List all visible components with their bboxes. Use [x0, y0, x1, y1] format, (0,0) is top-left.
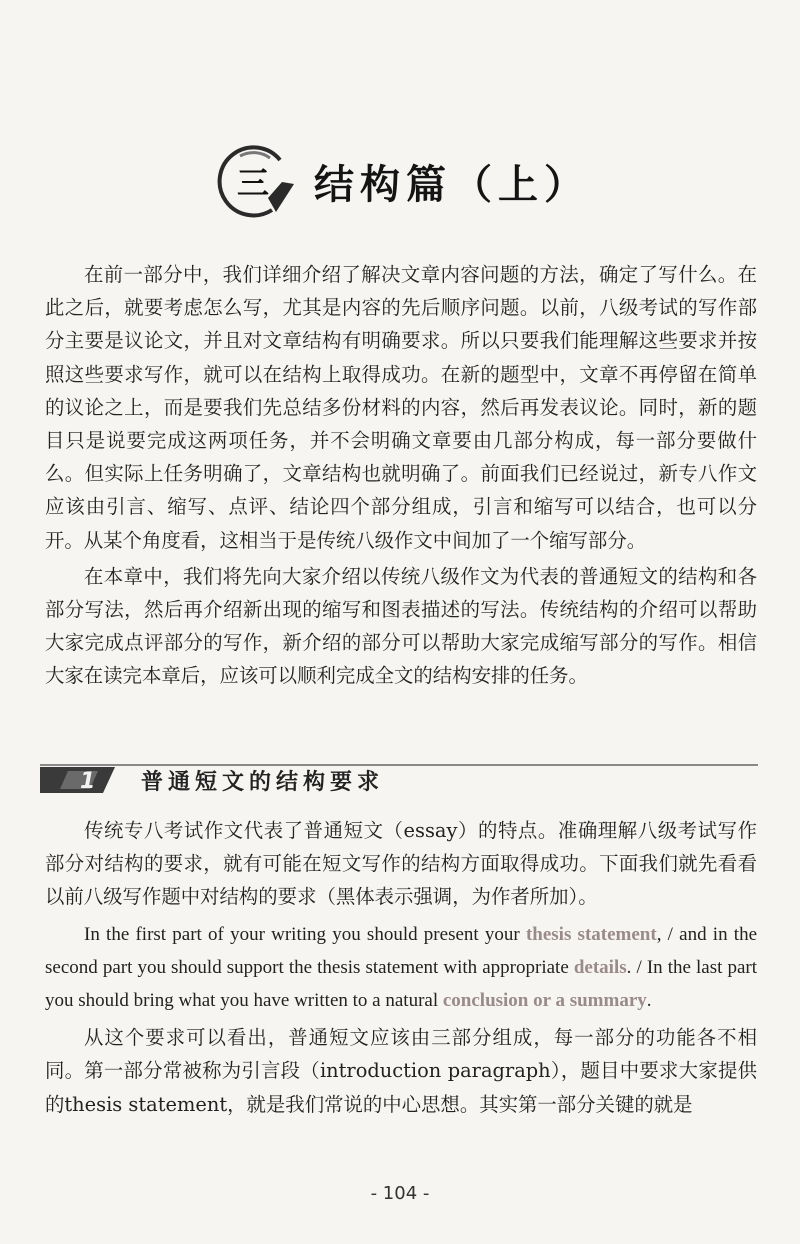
intro-paragraph: 在前一部分中，我们详细介绍了解决文章内容问题的方法，确定了写什么。在此之后，就要考虑怎么写，尤其是内容的先后顺序问题。以前，八级考试的写作部分主要是议论文，并且对文章结构有明确要求。所以只要我们能理解这些要求并按照这些要求写作，就可以在结构上取得成功。在新的题型中，文章不再停留在简单的议论之上，而是要我们先总结多份材料的内容，然后再发表议论。同时，新的题目只是说要完成这两项任务，并不会明确文章要由几部分构成，每一部分要做什么。但实际上任务明确了，文章结构也就明确了。前面我们已经说过，新专八作文应该由引言、缩写、点评、结论四个部分组成，引言和缩写可以结合，也可以分开。从某个角度看，这相当于是传统八级作文中间加了一个缩写部分。 — [45, 263, 757, 552]
quote-text: . — [646, 990, 652, 1012]
section-paragraph: 传统专八考试作文代表了普通短文（essay）的特点。准确理解八级考试写作部分对结构的要求，就有可能在短文写作的结构方面取得成功。下面我们就先看看以前八级写作题中对结构的要求（黑体表示强调，为作者所加）。 — [45, 819, 757, 909]
chapter-heading — [0, 138, 800, 224]
quote-text: In the first part of your writing you should present your — [84, 923, 526, 945]
intro-text — [45, 258, 757, 693]
intro-paragraph: 在本章中，我们将先向大家介绍以传统八级作文为代表的普通短文的结构和各部分写法，然后再介绍新出现的缩写和图表描述的写法。传统结构的介绍可以帮助大家完成点评部分的写作，新介绍的部分可以帮助大家完成缩写部分的写作。相信大家在读完本章后，应该可以顺利完成全文的结构安排的任务。 — [45, 564, 757, 688]
page-number: - 104 - — [370, 1183, 430, 1204]
quote-text: in the second part you should support the thesis statement with appropriate — [45, 923, 758, 978]
chapter-badge — [210, 138, 296, 224]
quote-text: , / and — [656, 923, 707, 945]
quote-emphasis: thesis statement — [525, 923, 657, 945]
section-title: 普通短文的结构要求 — [141, 769, 385, 795]
quote-emphasis: details — [573, 956, 627, 978]
chapter-number: 三 — [236, 164, 269, 202]
english-quote — [45, 918, 757, 1018]
quote-text: In the last part you should bring what you have written to a natural — [45, 956, 758, 1012]
chapter-title: 结构篇（上） — [314, 160, 590, 208]
quote-emphasis: conclusion or a summary — [442, 990, 647, 1012]
quote-text: . / — [626, 956, 642, 978]
section-paragraph: 从这个要求可以看出，普通短文应该由三部分组成，每一部分的功能各不相同。第一部分常被称为引言段（introduction paragraph），题目中要求大家提供的thesis statement，就是我们常说的中心思想。其实第一部分关键的就是 — [45, 1026, 757, 1116]
section-number-tag — [40, 767, 115, 793]
section-body — [45, 814, 757, 1121]
section-number: 1 — [80, 769, 96, 793]
